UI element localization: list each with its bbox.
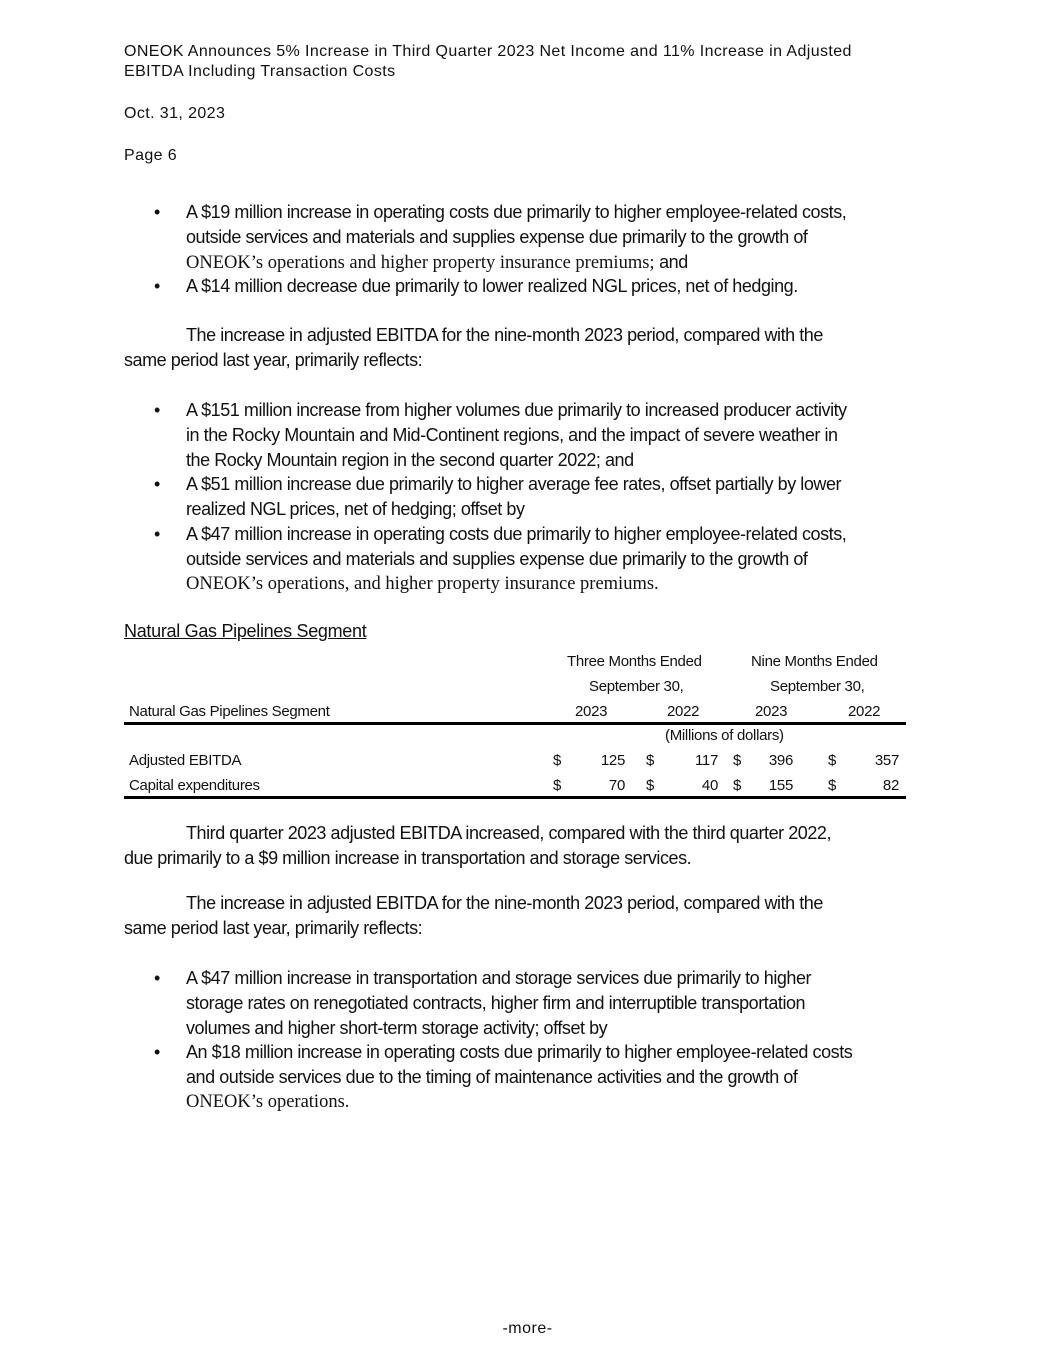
bullet: • bbox=[154, 400, 160, 420]
paragraph bbox=[124, 821, 944, 871]
list-item bbox=[124, 1040, 944, 1114]
line: The increase in adjusted EBITDA for the nine-month 2023 period, compared with the bbox=[186, 325, 823, 345]
text: and bbox=[654, 251, 688, 272]
row-header: Natural Gas Pipelines Segment bbox=[129, 702, 330, 720]
bullet-list-3 bbox=[124, 966, 944, 1115]
bullet: • bbox=[154, 523, 160, 544]
line: The increase in adjusted EBITDA for the nine-month 2023 period, compared with the bbox=[186, 893, 823, 913]
units-row bbox=[124, 724, 906, 749]
table-rule bbox=[124, 722, 906, 725]
line: volumes and higher short-term storage activity; offset by bbox=[186, 1017, 608, 1038]
currency: $ bbox=[828, 776, 837, 794]
currency: $ bbox=[553, 752, 562, 770]
year-header: 2022 bbox=[667, 702, 700, 720]
serif-text: ONEOK’s operations and higher property insurance premiums; bbox=[186, 252, 655, 273]
line: same period last year, primarily reflects: bbox=[124, 917, 423, 938]
column-group-label: September 30, bbox=[770, 677, 865, 695]
footer-more: -more- bbox=[502, 1320, 553, 1337]
bullet: • bbox=[154, 1042, 160, 1063]
year-header: 2023 bbox=[755, 702, 788, 720]
column-group-label: Three Months Ended bbox=[567, 653, 702, 670]
table-rule bbox=[124, 796, 906, 799]
line: outside services and materials and supplies expense due primarily to the growth of bbox=[186, 226, 808, 247]
list-item bbox=[124, 472, 944, 522]
cell: 82 bbox=[882, 776, 899, 794]
line: ONEOK’s operations. bbox=[186, 1091, 350, 1112]
year-header: 2022 bbox=[848, 702, 881, 720]
table-header-row bbox=[124, 650, 906, 675]
list-item bbox=[124, 522, 944, 596]
row-label: Capital expenditures bbox=[129, 776, 260, 794]
paragraph bbox=[124, 891, 944, 941]
line: storage rates on renegotiated contracts, higher firm and interruptible transportation bbox=[186, 992, 806, 1013]
line: same period last year, primarily reflects: bbox=[124, 349, 423, 370]
cell: 70 bbox=[608, 776, 625, 794]
line: and outside services due to the timing of maintenance activities and the growth of bbox=[186, 1067, 798, 1088]
bullet: • bbox=[154, 202, 160, 222]
paragraph bbox=[124, 323, 944, 373]
row-label: Adjusted EBITDA bbox=[129, 752, 242, 770]
currency: $ bbox=[733, 776, 742, 794]
list-item bbox=[124, 398, 944, 472]
bullet: • bbox=[154, 474, 160, 495]
line: outside services and materials and supplies expense due primarily to the growth of bbox=[186, 548, 808, 569]
cell: 117 bbox=[694, 752, 718, 770]
line: A $14 million decrease due primarily to lower realized NGL prices, net of hedging. bbox=[186, 276, 798, 297]
line: A $151 million increase from higher volumes due primarily to increased producer activity bbox=[186, 400, 847, 420]
bullet-list-1 bbox=[124, 200, 944, 299]
list-item bbox=[124, 200, 944, 274]
line: Third quarter 2023 adjusted EBITDA increased, compared with the third quarter 2022, bbox=[186, 823, 832, 843]
list-item bbox=[124, 966, 944, 1040]
header bbox=[124, 42, 852, 82]
date: Oct. 31, 2023 bbox=[124, 105, 226, 122]
line: A $47 million increase in operating costs due primarily to higher employee-related costs, bbox=[186, 523, 847, 544]
line bbox=[186, 250, 944, 275]
bullet: • bbox=[154, 968, 160, 988]
currency: $ bbox=[646, 752, 655, 770]
currency: $ bbox=[553, 776, 562, 794]
cell: 155 bbox=[768, 776, 793, 794]
list-item bbox=[124, 274, 944, 299]
line: realized NGL prices, net of hedging; offset by bbox=[186, 499, 525, 520]
column-group-label: Nine Months Ended bbox=[751, 653, 878, 670]
line: in the Rocky Mountain and Mid-Continent regions, and the impact of severe weather in bbox=[186, 424, 838, 445]
section-title: Natural Gas Pipelines Segment bbox=[124, 621, 367, 641]
line: the Rocky Mountain region in the second quarter 2022; and bbox=[186, 449, 634, 470]
table-header-row bbox=[124, 675, 906, 700]
currency: $ bbox=[828, 752, 837, 770]
year-header: 2023 bbox=[575, 702, 608, 720]
table-row bbox=[124, 749, 906, 774]
line: A $47 million increase in transportation and storage services due primarily to higher bbox=[186, 968, 812, 988]
units-label: (Millions of dollars) bbox=[665, 727, 784, 745]
bullet-list-2 bbox=[124, 398, 944, 596]
cell: 396 bbox=[768, 752, 793, 770]
line: A $51 million increase due primarily to higher average fee rates, offset partially by lower bbox=[186, 474, 842, 495]
cell: 125 bbox=[600, 752, 625, 770]
line: An $18 million increase in operating costs due primarily to higher employee-related costs bbox=[186, 1042, 853, 1063]
cell: 357 bbox=[874, 752, 899, 770]
header-title-line: EBITDA Including Transaction Costs bbox=[124, 63, 396, 80]
header-title-line: ONEOK Announces 5% Increase in Third Quarter 2023 Net Income and 11% Increase in Adjusted bbox=[124, 43, 852, 60]
bullet: • bbox=[154, 276, 160, 297]
currency: $ bbox=[733, 752, 742, 770]
line: due primarily to a $9 million increase in transportation and storage services. bbox=[124, 847, 692, 868]
cell: 40 bbox=[701, 776, 718, 794]
page-number: Page 6 bbox=[124, 147, 178, 164]
line: ONEOK’s operations, and higher property insurance premiums. bbox=[186, 573, 659, 594]
line: A $19 million increase in operating costs due primarily to higher employee-related costs, bbox=[186, 202, 847, 222]
table-header-row bbox=[124, 700, 906, 725]
currency: $ bbox=[646, 776, 655, 794]
column-group-label: September 30, bbox=[589, 677, 684, 695]
